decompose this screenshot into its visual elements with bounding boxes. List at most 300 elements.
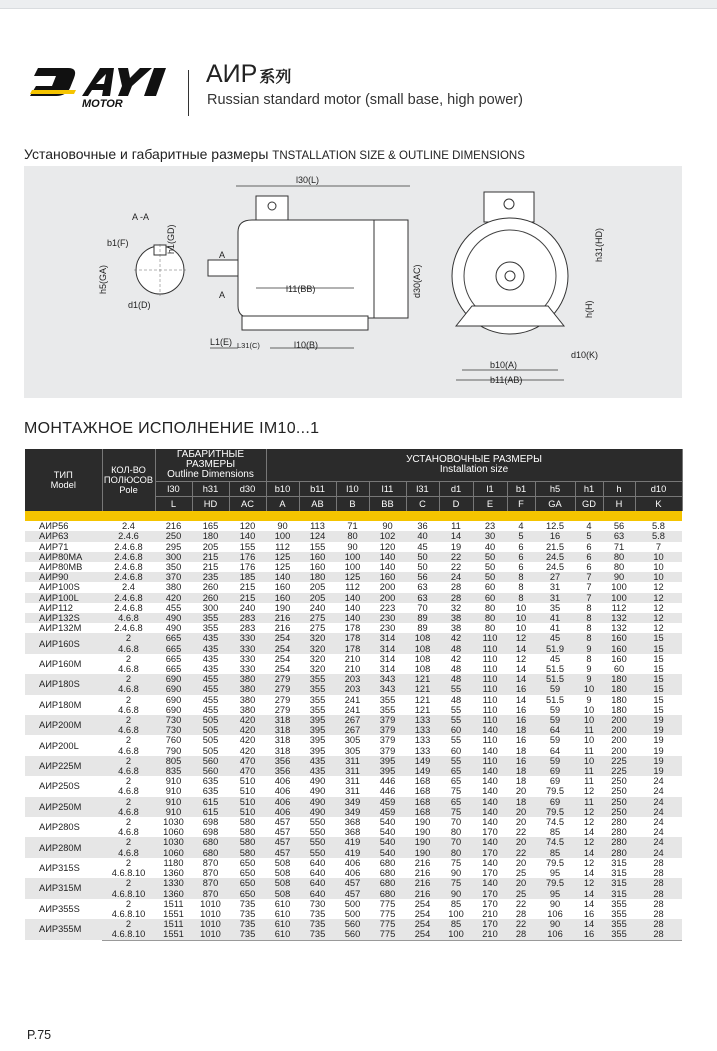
- value-cell: 14: [575, 889, 603, 899]
- value-cell: 305: [344, 735, 361, 746]
- pole-cell: 2.4.6.8: [102, 552, 155, 562]
- value-cell: 355: [192, 613, 229, 623]
- value-cell: 75: [439, 807, 473, 817]
- value-cell: 330: [229, 633, 266, 643]
- value-cell: 330: [239, 653, 256, 664]
- col-header-h: h: [603, 482, 635, 497]
- value-cell: 395: [309, 745, 326, 756]
- value-cell: 149: [406, 766, 439, 776]
- value-cell: 500: [344, 898, 361, 909]
- value-cell: 45: [535, 633, 575, 643]
- value-cell: 550: [309, 827, 326, 838]
- value-cell: 8: [575, 613, 603, 623]
- value-cell: 10: [653, 562, 664, 572]
- value-cell: 110: [473, 633, 507, 643]
- table-row: [25, 766, 682, 776]
- pole-cell: 2.4.6.8: [102, 593, 155, 603]
- value-cell: 355: [603, 919, 635, 929]
- table-row: [25, 919, 682, 929]
- value-cell: 203: [336, 674, 369, 684]
- value-cell: 1010: [200, 898, 221, 909]
- value-cell: 56: [613, 521, 625, 532]
- model-cell: АИР160S: [25, 633, 102, 653]
- value-cell: 24: [653, 827, 664, 838]
- model-cell: АИР132S: [25, 613, 102, 623]
- value-cell: 59: [535, 715, 575, 725]
- value-cell: 1010: [200, 908, 221, 919]
- table-row: [25, 878, 682, 888]
- value-cell: 24: [635, 837, 682, 847]
- value-cell: 110: [482, 664, 498, 675]
- value-cell: 90: [535, 919, 575, 929]
- value-cell: 5: [575, 531, 603, 541]
- value-cell: 55: [439, 715, 473, 725]
- value-cell: 90: [382, 521, 393, 532]
- value-cell: 500: [344, 908, 361, 919]
- value-cell: 560: [192, 756, 229, 766]
- value-cell: 22: [515, 898, 527, 909]
- value-cell: 835: [155, 766, 192, 776]
- value-cell: 455: [165, 602, 182, 613]
- value-cell: 690: [155, 674, 192, 684]
- value-cell: 580: [229, 848, 266, 858]
- value-cell: 205: [309, 582, 326, 593]
- value-cell: 250: [611, 786, 627, 797]
- value-cell: 133: [414, 735, 431, 746]
- header-accent-rule: [25, 511, 682, 521]
- value-cell: 355: [379, 694, 396, 705]
- value-cell: 140: [473, 797, 507, 807]
- value-cell: 11: [575, 725, 603, 735]
- value-cell: 170: [482, 827, 498, 838]
- value-cell: 90: [450, 868, 462, 879]
- value-cell: 8: [507, 593, 535, 603]
- section-title-ru: Установочные и габаритные размеры: [24, 146, 269, 162]
- value-cell: 24: [653, 776, 664, 787]
- value-cell: 24: [653, 786, 664, 797]
- col-code-K: K: [635, 497, 682, 512]
- value-cell: 176: [229, 552, 266, 562]
- value-cell: 70: [439, 837, 473, 847]
- value-cell: 48: [439, 644, 473, 654]
- value-cell: 140: [482, 776, 498, 787]
- label-d10: d10(K): [571, 350, 599, 360]
- value-cell: 235: [192, 572, 229, 582]
- value-cell: 125: [266, 552, 299, 562]
- model-cell: АИР71: [39, 541, 69, 552]
- value-cell: 254: [274, 664, 291, 675]
- motor-drawing: [24, 166, 682, 398]
- value-cell: 110: [482, 704, 498, 715]
- value-cell: 580: [229, 837, 266, 847]
- value-cell: 279: [266, 674, 299, 684]
- value-cell: 168: [406, 797, 439, 807]
- pole-cell: 4.6.8: [102, 684, 155, 694]
- value-cell: 508: [274, 857, 291, 868]
- value-cell: 18: [507, 797, 535, 807]
- value-cell: 28: [653, 868, 664, 879]
- col-header-d1: d1: [439, 482, 473, 497]
- value-cell: 250: [603, 807, 635, 817]
- value-cell: 1030: [163, 817, 184, 828]
- col-header-d30: d30: [229, 482, 266, 497]
- value-cell: 311: [345, 776, 360, 787]
- value-cell: 110: [473, 756, 507, 766]
- value-cell: 1551: [155, 929, 192, 940]
- label-l11: l11(BB): [286, 284, 316, 294]
- value-cell: 805: [155, 756, 192, 766]
- table-row: [25, 695, 682, 705]
- value-cell: 735: [309, 908, 326, 919]
- table-row: [25, 552, 682, 562]
- value-cell: 6: [586, 562, 592, 572]
- value-cell: 30: [473, 531, 507, 541]
- col-code-HD: HD: [192, 497, 229, 512]
- value-cell: 149: [406, 756, 439, 766]
- value-cell: 64: [549, 745, 561, 756]
- model-cell: АИР315S: [39, 862, 80, 873]
- pole-cell: 2.4.6.8: [114, 562, 143, 572]
- table-row: [25, 572, 682, 582]
- value-cell: 420: [229, 725, 266, 735]
- col-code-BB: BB: [369, 497, 406, 512]
- value-cell: 22: [507, 919, 535, 929]
- value-cell: 650: [239, 868, 256, 879]
- value-cell: 215: [239, 582, 256, 593]
- value-cell: 160: [603, 644, 635, 654]
- model-cell: АИР100L: [25, 593, 102, 603]
- value-cell: 140: [482, 857, 498, 868]
- table-row: [25, 521, 682, 531]
- value-cell: 18: [515, 776, 527, 787]
- value-cell: 11: [451, 521, 461, 532]
- table-row: [25, 542, 682, 552]
- value-cell: 12: [635, 613, 682, 623]
- value-cell: 125: [274, 562, 291, 572]
- pole-cell: 2.4.6: [102, 531, 155, 541]
- value-cell: 56: [406, 572, 439, 582]
- value-cell: 75: [450, 786, 462, 797]
- pole-cell: 2: [102, 633, 155, 643]
- value-cell: 223: [379, 602, 396, 613]
- value-cell: 10: [635, 572, 682, 582]
- value-cell: 176: [239, 562, 256, 572]
- value-cell: 112: [275, 541, 290, 552]
- value-cell: 12: [575, 807, 603, 817]
- value-cell: 230: [369, 613, 406, 623]
- value-cell: 510: [229, 797, 266, 807]
- value-cell: 230: [379, 623, 396, 634]
- value-cell: 355: [309, 704, 326, 715]
- model-cell: АИР80MA: [25, 552, 102, 562]
- value-cell: 1010: [192, 929, 229, 940]
- table-row: [25, 593, 682, 603]
- page-subtitle: Russian standard motor (small base, high power): [207, 92, 523, 108]
- value-cell: 680: [369, 889, 406, 899]
- table-row: [25, 674, 682, 684]
- value-cell: 95: [549, 868, 561, 879]
- table-row: [25, 644, 682, 654]
- pole-cell: 2: [102, 674, 155, 684]
- value-cell: 640: [299, 889, 336, 899]
- value-cell: 22: [439, 552, 473, 562]
- value-cell: 63: [406, 593, 439, 603]
- value-cell: 178: [344, 623, 361, 634]
- value-cell: 16: [515, 704, 527, 715]
- value-cell: 455: [202, 694, 219, 705]
- value-cell: 540: [369, 848, 406, 858]
- value-cell: 9: [575, 644, 603, 654]
- value-cell: 22: [450, 562, 462, 572]
- value-cell: 15: [653, 694, 664, 705]
- value-cell: 200: [603, 725, 635, 735]
- value-cell: 210: [344, 653, 361, 664]
- table-header: [25, 449, 682, 511]
- value-cell: 275: [299, 613, 336, 623]
- value-cell: 379: [369, 715, 406, 725]
- value-cell: 28: [635, 919, 682, 929]
- value-cell: 455: [192, 684, 229, 694]
- value-cell: 41: [549, 623, 561, 634]
- value-cell: 275: [309, 623, 326, 634]
- value-cell: 85: [450, 898, 462, 909]
- value-cell: 200: [369, 593, 406, 603]
- pole-cell: 4.6.8: [118, 704, 139, 715]
- value-cell: 1180: [163, 857, 184, 868]
- pole-cell: 2: [125, 857, 132, 868]
- value-cell: 140: [336, 613, 369, 623]
- col-header-b10: b10: [266, 482, 299, 497]
- table-row: [25, 797, 682, 807]
- value-cell: 315: [603, 889, 635, 899]
- value-cell: 16: [507, 684, 535, 694]
- pole-cell: 4.6.8: [118, 827, 139, 838]
- value-cell: 19: [635, 756, 682, 766]
- value-cell: 100: [336, 552, 369, 562]
- pole-cell: 2.4.6.8: [114, 541, 143, 552]
- value-cell: 379: [369, 725, 406, 735]
- value-cell: 110: [473, 715, 507, 725]
- value-cell: 7: [575, 572, 603, 582]
- value-cell: 38: [450, 623, 462, 634]
- col-code-AB: AB: [299, 497, 336, 512]
- value-cell: 380: [229, 684, 266, 694]
- value-cell: 133: [406, 725, 439, 735]
- value-cell: 12.5: [545, 521, 565, 532]
- value-cell: 240: [309, 602, 326, 613]
- table-row: [25, 531, 682, 541]
- value-cell: 305: [344, 745, 361, 756]
- value-cell: 12: [583, 786, 595, 797]
- value-cell: 85: [549, 827, 561, 838]
- value-cell: 140: [379, 562, 396, 572]
- value-cell: 79.5: [535, 878, 575, 888]
- value-cell: 45: [417, 541, 428, 552]
- value-cell: 20: [515, 817, 527, 828]
- table-row: [25, 746, 682, 756]
- value-cell: 1551: [163, 908, 184, 919]
- value-cell: 79.5: [545, 786, 565, 797]
- value-cell: 180: [192, 531, 229, 541]
- value-cell: 24: [635, 807, 682, 817]
- value-cell: 9: [586, 664, 592, 675]
- value-cell: 395: [299, 725, 336, 735]
- value-cell: 435: [202, 653, 219, 664]
- value-cell: 343: [369, 674, 406, 684]
- value-cell: 550: [299, 837, 336, 847]
- value-cell: 760: [165, 735, 182, 746]
- value-cell: 24: [635, 797, 682, 807]
- value-cell: 168: [414, 786, 431, 797]
- value-cell: 155: [239, 541, 256, 552]
- model-cell: АИР250M: [25, 797, 102, 817]
- value-cell: 140: [473, 766, 507, 776]
- value-cell: 300: [202, 602, 219, 613]
- value-cell: 180: [299, 572, 336, 582]
- value-cell: 170: [482, 868, 498, 879]
- value-cell: 419: [336, 837, 369, 847]
- value-cell: 59: [535, 684, 575, 694]
- value-cell: 108: [414, 653, 431, 664]
- label-l10: l10(B): [294, 340, 319, 350]
- col-code-GA: GA: [535, 497, 575, 512]
- value-cell: 8: [586, 602, 592, 613]
- value-cell: 910: [155, 797, 192, 807]
- value-cell: 210: [482, 908, 498, 919]
- value-cell: 12: [653, 602, 664, 613]
- value-cell: 125: [336, 572, 369, 582]
- value-cell: 133: [406, 715, 439, 725]
- value-cell: 90: [549, 898, 561, 909]
- model-cell: АИР315M: [25, 878, 102, 898]
- value-cell: 505: [192, 725, 229, 735]
- value-cell: 140: [473, 878, 507, 888]
- value-cell: 50: [417, 562, 428, 572]
- value-cell: 9: [575, 674, 603, 684]
- model-cell: АИР160M: [39, 658, 82, 669]
- value-cell: 20: [507, 807, 535, 817]
- value-cell: 80: [439, 848, 473, 858]
- value-cell: 28: [450, 582, 462, 593]
- value-cell: 121: [414, 704, 431, 715]
- label-l31: L31(C): [237, 341, 260, 350]
- value-cell: 457: [266, 848, 299, 858]
- value-cell: 16: [583, 908, 595, 919]
- value-cell: 279: [266, 684, 299, 694]
- value-cell: 12: [507, 633, 535, 643]
- model-cell: АИР200L: [39, 740, 79, 751]
- value-cell: 254: [274, 653, 291, 664]
- value-cell: 200: [611, 735, 627, 746]
- value-cell: 12: [653, 582, 664, 593]
- value-cell: 190: [406, 837, 439, 847]
- value-cell: 406: [344, 868, 361, 879]
- value-cell: 680: [192, 848, 229, 858]
- col-header-h5: h5: [535, 482, 575, 497]
- value-cell: 318: [274, 745, 291, 756]
- value-cell: 113: [310, 521, 325, 532]
- pole-cell: 2: [125, 898, 132, 909]
- value-cell: 349: [336, 807, 369, 817]
- value-cell: 90: [439, 889, 473, 899]
- value-cell: 42: [450, 653, 462, 664]
- label-a-top: A: [219, 250, 226, 260]
- value-cell: 12: [575, 878, 603, 888]
- value-cell: 455: [192, 674, 229, 684]
- top-band: [0, 0, 717, 9]
- value-cell: 508: [266, 889, 299, 899]
- header-outline-dimensions: ГАБАРИТНЫЕ РАЗМЕРЫ Outline Dimensions: [155, 449, 266, 482]
- value-cell: 459: [369, 807, 406, 817]
- value-cell: 540: [369, 837, 406, 847]
- label-h31: h31(HD): [594, 227, 604, 262]
- value-cell: 615: [192, 797, 229, 807]
- col-header-b1: b1: [507, 482, 535, 497]
- table-row: [25, 705, 682, 715]
- value-cell: 74.5: [535, 837, 575, 847]
- value-cell: 680: [192, 837, 229, 847]
- value-cell: 15: [635, 644, 682, 654]
- value-cell: 735: [299, 919, 336, 929]
- value-cell: 320: [309, 664, 326, 675]
- table-row: [25, 786, 682, 796]
- value-cell: 225: [603, 756, 635, 766]
- value-cell: 60: [613, 664, 625, 675]
- table-row: [25, 715, 682, 725]
- value-cell: 16: [535, 531, 575, 541]
- value-cell: 5.8: [652, 521, 665, 532]
- value-cell: 19: [450, 541, 462, 552]
- value-cell: 280: [603, 837, 635, 847]
- value-cell: 25: [507, 889, 535, 899]
- value-cell: 16: [515, 735, 527, 746]
- value-cell: 735: [239, 908, 256, 919]
- value-cell: 64: [535, 725, 575, 735]
- pole-cell: 4.6.8: [102, 725, 155, 735]
- value-cell: 735: [229, 919, 266, 929]
- value-cell: 60: [450, 745, 462, 756]
- value-cell: 457: [336, 878, 369, 888]
- value-cell: 121: [414, 694, 431, 705]
- table-row: [25, 633, 682, 643]
- value-cell: 540: [379, 827, 396, 838]
- col-code-B: B: [336, 497, 369, 512]
- value-cell: 100: [439, 929, 473, 940]
- pole-cell: 2: [125, 776, 132, 787]
- value-cell: 14: [507, 644, 535, 654]
- pole-cell: 2: [102, 756, 155, 766]
- value-cell: 314: [379, 653, 396, 664]
- value-cell: 102: [369, 531, 406, 541]
- label-h5: h5(GA): [98, 264, 108, 294]
- value-cell: 457: [266, 837, 299, 847]
- section-installation-heading: [24, 146, 525, 162]
- value-cell: 550: [309, 817, 326, 828]
- value-cell: 254: [414, 898, 431, 909]
- value-cell: 65: [439, 766, 473, 776]
- value-cell: 250: [603, 797, 635, 807]
- value-cell: 24.5: [545, 562, 565, 572]
- value-cell: 910: [165, 786, 182, 797]
- value-cell: 355: [611, 908, 627, 919]
- value-cell: 40: [484, 541, 496, 552]
- value-cell: 160: [266, 593, 299, 603]
- value-cell: 14: [583, 868, 595, 879]
- label-a-bottom: A: [219, 290, 226, 300]
- value-cell: 160: [611, 653, 627, 664]
- value-cell: 1511: [155, 919, 192, 929]
- value-cell: 314: [369, 633, 406, 643]
